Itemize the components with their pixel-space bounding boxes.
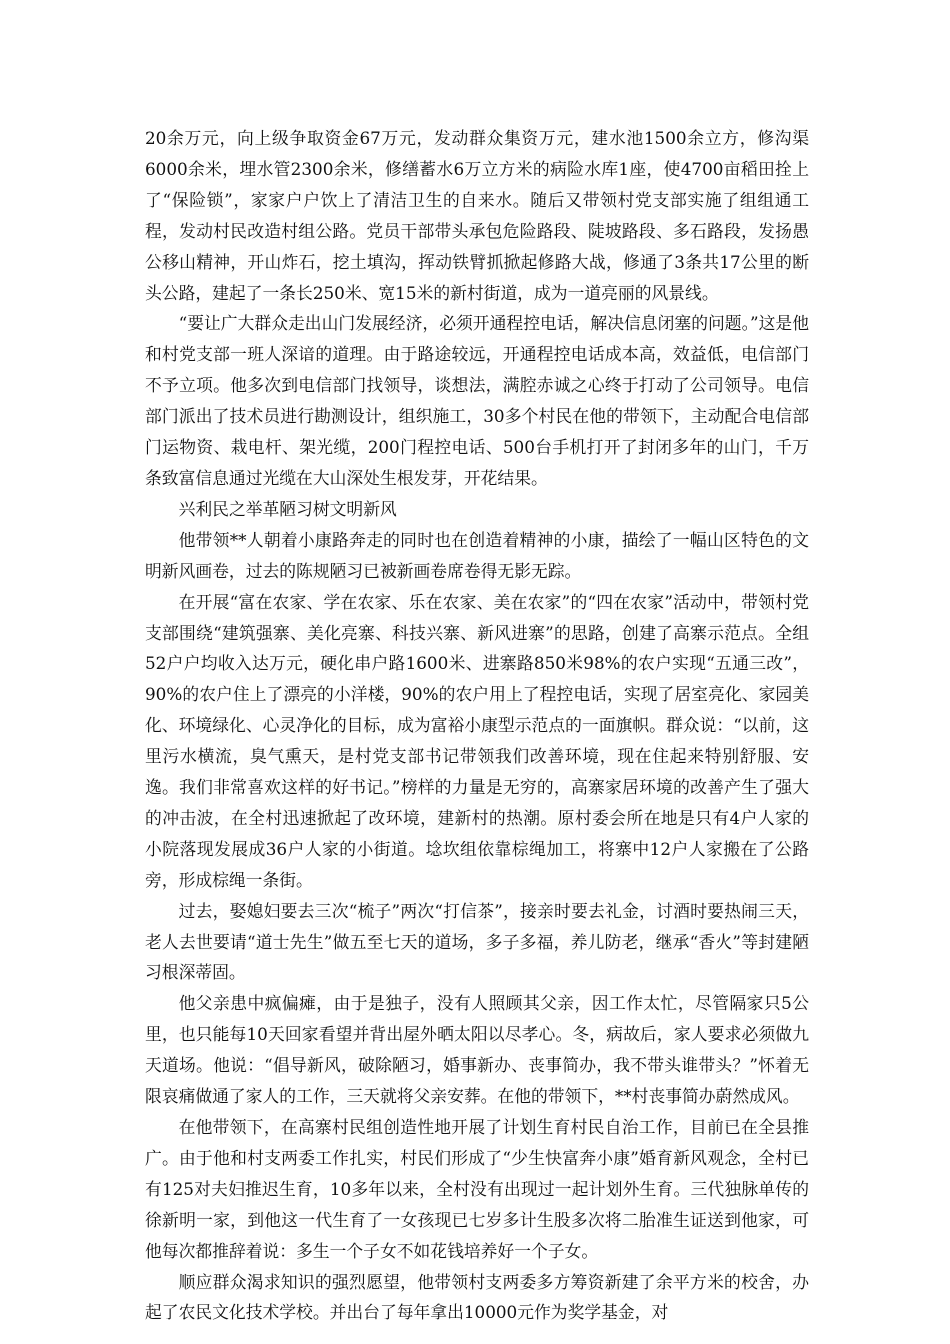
paragraph-family-planning: 在他带领下，在高寨村民组创造性地开展了计划生育村民自治工作，目前已在全县推广。由于他和村支两委工作扎实，村民们形成了“少生快富奔小康”婚育新风观念，全村已有125对夫妇推迟生育，10多年以来，全村没有出现过一起计划外生育。三代独脉单传的徐新明一家，到他这一代生育了一女孩现已七岁多计生股多次将二胎准生证送到他家，可他每次都推辞着说：多生一个子女不如花钱培养好一个子女。 (145, 1117, 809, 1261)
paragraph-father-funeral: 他父亲患中疯偏瘫，由于是独子，没有人照顾其父亲，因工作太忙，尽管隔家只5公里，也只能每10天回家看望并背出屋外晒太阳以尽孝心。冬，病故后，家人要求必须做九天道场。他说：“倡导新风，破除陋习，婚事新办、丧事简办，我不带头谁带头？”怀着无限哀痛做通了家人的工作，三天就将父亲安葬。在他的带领下，**村丧事简办蔚然成风。 (145, 993, 809, 1107)
section-heading: 兴利民之举革陋习树文明新风 (178, 498, 397, 519)
paragraph-water-roads: 20余万元，向上级争取资金67万元，发动群众集资万元，建水池1500余立方，修沟渠6000余米，埋水管2300余米，修缮蓄水6万立方米的病险水库1座，使4700亩稻田拴上了“保险锁”，家家户户饮上了清洁卫生的自来水。随后又带领村党支部实施了组组通工程，发动村民改造村组公路。党员干部带头承包危险路段、陡坡路段、多石路段，发扬愚公移山精神，开山炸石，挖土填沟，挥动铁臂抓掀起修路大战，修通了3条共17公里的断头公路，建起了一条长250米、宽15米的新村街道，成为一道亮丽的风景线。 (145, 128, 809, 303)
paragraph-telephone: “要让广大群众走出山门发展经济，必须开通程控电话，解决信息闭塞的问题。”这是他和村党支部一班人深谙的道理。由于路途较远，开通程控电话成本高，效益低，电信部门不予立项。他多次到电信部门找领导，谈想法，满腔赤诚之心终于打动了公司领导。电信部门派出了技术员进行勘测设计，组织施工，30多个村民在他的带领下，主动配合电信部门运物资、栽电杆、架光缆，200门程控电话、500台手机打开了封闭多年的山门，千万条致富信息通过光缆在大山深处生根发芽，开花结果。 (145, 313, 809, 488)
paragraph-old-customs: 过去，娶媳妇要去三次“梳子”两次“打信茶”，接亲时要去礼金，讨酒时要热闹三天，老人去世要请“道士先生”做五至七天的道场，多子多福，养儿防老，继承“香火”等封建陋习根深蒂固。 (145, 900, 809, 983)
paragraph-four-in-farmhouse: 在开展“富在农家、学在农家、乐在农家、美在农家”的“四在农家”活动中，带领村党支部围绕“建筑强寨、美化亮寨、科技兴寨、新风进寨”的思路，创建了高寨示范点。全组52户户均收入达万元，硬化串户路1600米、进寨路850米98%的农户实现“五通三改”，90%的农户住上了漂亮的小洋楼，90%的农户用上了程控电话，实现了居室亮化、家园美化、环境绿化、心灵净化的目标，成为富裕小康型示范点的一面旗帜。群众说：“以前，这里污水横流，臭气熏天，是村党支部书记带领我们改善环境，现在住起来特别舒服、安逸。我们非常喜欢这样的好书记。”榜样的力量是无穷的，高寨家居环境的改善产生了强大的冲击波，在全村迅速掀起了改环境，建新村的热潮。原村委会所在地是只有4户人家的小院落现发展成36户人家的小街道。埝坎组依靠棕绳加工，将寨中12户人家搬在了公路旁，形成棕绳一条街。 (145, 591, 809, 890)
paragraph-spiritual-wellbeing: 他带领**人朝着小康路奔走的同时也在创造着精神的小康，描绘了一幅山区特色的文明新风画卷，过去的陈规陋习已被新画卷席卷得无影无踪。 (145, 529, 809, 581)
paragraph-school: 顺应群众渴求知识的强烈愿望，他带领村支两委多方筹资新建了余平方米的校舍，办起了农民文化技术学校。并出台了每年拿出10000元作为奖学基金，对 (145, 1271, 809, 1323)
document-body (145, 123, 809, 1328)
